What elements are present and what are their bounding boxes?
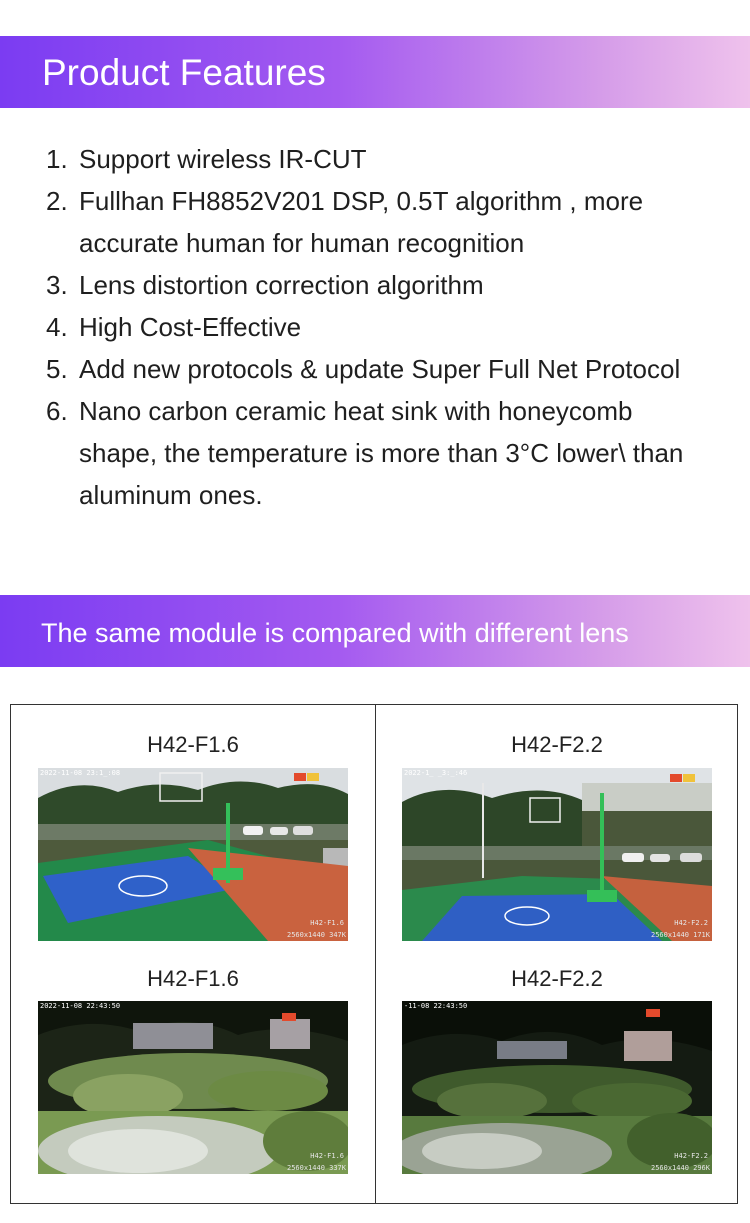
feature-text: Add new protocols & update Super Full Net Protocol (79, 354, 681, 384)
comparison-cell (11, 949, 375, 1189)
feature-number: 6. (46, 396, 68, 426)
lens-watermark: H42-F2.2 (674, 1152, 708, 1160)
feature-item (0, 390, 750, 516)
lens-label: H42-F2.2 (511, 732, 603, 757)
day-scene-photo (402, 768, 712, 941)
lens-label: H42-F2.2 (511, 966, 603, 991)
lens-label: H42-F1.6 (147, 732, 239, 757)
feature-item (0, 306, 750, 348)
feature-text: Fullhan FH8852V201 DSP, 0.5T algorithm , more accurate human for human recognition (79, 186, 644, 258)
comparison-cell (11, 705, 375, 945)
timestamp-overlay: 2022-1_ _3:_:46 (404, 769, 468, 777)
feature-number: 4. (46, 312, 68, 342)
lens-label: H42-F1.6 (147, 966, 239, 991)
resolution-overlay: 2560x1440 171K (650, 931, 710, 939)
feature-text: Nano carbon ceramic heat sink with honeycomb shape, the temperature is more than 3°C lower\ than aluminum ones. (79, 396, 684, 510)
product-features-banner (0, 36, 750, 108)
feature-number: 5. (46, 354, 68, 384)
product-features-title: Product Features (42, 52, 326, 93)
lens-comparison-title: The same module is compared with different lens (41, 618, 629, 648)
feature-number: 2. (46, 186, 68, 216)
resolution-overlay: 2560x1440 296K (650, 1164, 710, 1172)
resolution-overlay: 2560x1440 347K (286, 931, 346, 939)
resolution-overlay: 2560x1440 337K (286, 1164, 346, 1172)
lens-comparison-grid (10, 704, 738, 1204)
feature-item (0, 180, 750, 264)
feature-item (0, 138, 750, 180)
feature-text: Support wireless IR-CUT (79, 144, 367, 174)
feature-text: Lens distortion correction algorithm (79, 270, 484, 300)
day-scene-photo (38, 768, 348, 941)
feature-item (0, 264, 750, 306)
night-scene-photo (38, 1001, 348, 1174)
feature-number: 3. (46, 270, 68, 300)
comparison-cell (375, 705, 739, 945)
lens-watermark: H42-F1.6 (310, 919, 344, 927)
timestamp-overlay: 2022-11-08 22:43:50 (40, 1002, 121, 1010)
comparison-cell (375, 949, 739, 1189)
feature-item (0, 348, 750, 390)
timestamp-overlay: -11-08 22:43:50 (404, 1002, 468, 1010)
feature-text: High Cost-Effective (79, 312, 302, 342)
lens-watermark: H42-F2.2 (674, 919, 708, 927)
timestamp-overlay: 2022-11-08 23:1_:08 (40, 769, 121, 777)
lens-comparison-banner (0, 595, 750, 667)
feature-number: 1. (46, 144, 68, 174)
night-scene-photo (402, 1001, 712, 1174)
lens-watermark: H42-F1.6 (310, 1152, 344, 1160)
feature-list (0, 138, 750, 516)
